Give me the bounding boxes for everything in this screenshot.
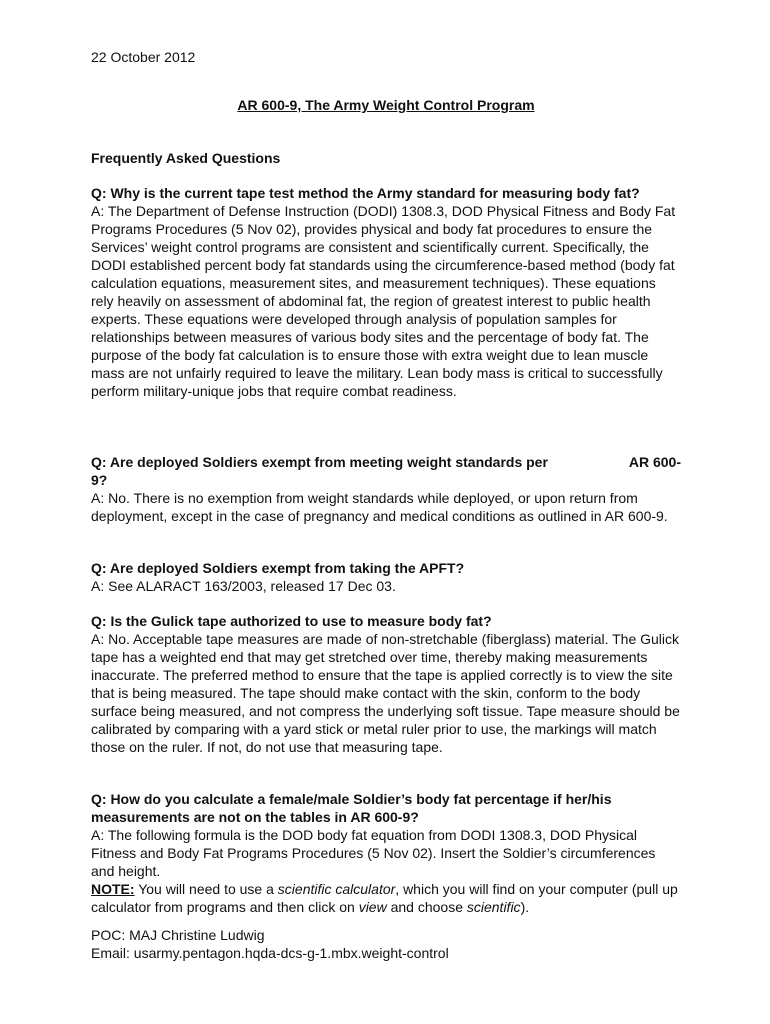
faq-question-text: Q: Are deployed Soldiers exempt from meeting weight standards per — [91, 454, 548, 470]
faq-answer: A: The following formula is the DOD body fat equation from DODI 1308.3, DOD Physical Fitness and Body Fat Programs Procedures (5 Nov 02). Insert the Soldier’s circumferences and height. — [91, 827, 656, 879]
email-line: Email: usarmy.pentagon.hqda-dcs-g-1.mbx.weight-control — [91, 945, 449, 961]
faq-note — [91, 880, 681, 916]
note-text: , which you will find on your computer (pull up calculator from programs and then click on — [91, 881, 678, 915]
faq-item-tape-test — [91, 184, 681, 400]
faq-item-gulick-tape — [91, 612, 681, 756]
contact-block — [91, 926, 449, 962]
document-date: 22 October 2012 — [91, 49, 196, 65]
note-text: ). — [520, 899, 530, 915]
faq-answer: A: The Department of Defense Instruction (DODI) 1308.3, DOD Physical Fitness and Body Fat Programs Procedures (5 Nov 02), provides physical and body fat procedures to ensure the Services’ weight control programs are consistent and scientifically current. Specifically, the DODI established percent body fat standards using the circumference-based method (body fat calculation equations, measurement sites, and measurement techniques). These equations rely heavily on assessment of abdominal fat, the region of greatest interest to public health experts. These equations were developed through analysis of population samples for relationships between measures of various body sites and the percentage of body fat. The purpose of the body fat calculation is to ensure those with extra weight due to lean muscle mass are not unfairly required to leave the military. Lean body mass is critical to successfully perform military-unique jobs that require combat readiness. — [91, 203, 676, 399]
faq-question — [91, 453, 681, 489]
faq-answer: A: No. Acceptable tape measures are made of non-stretchable (fiberglass) material. The Gulick tape has a weighted end that may get stretched over time, thereby making measurements inaccurate. The preferred method to ensure that the tape is applied correctly is to view the site that is being measured. The tape should make contact with the skin, conform to the body surface being measured, and not compress the underlying soft tissue. Tape measure should be calibrated by comparing with a yard stick or metal ruler prior to use, the markings will match those on the ruler. If not, do not use that measuring tape. — [91, 631, 680, 755]
note-text: You will need to use a — [134, 881, 278, 897]
faq-question-tail: AR 600- — [628, 454, 681, 470]
note-label: NOTE: — [91, 881, 135, 897]
faq-item-deployed-weight — [91, 453, 681, 525]
faq-item-body-fat-formula — [91, 790, 681, 916]
faq-question: Q: How do you calculate a female/male Soldier’s body fat percentage if her/his measurements are not on the tables in AR 600-9? — [91, 791, 612, 825]
faq-question-cont: 9? — [91, 472, 108, 488]
poc-line: POC: MAJ Christine Ludwig — [91, 927, 265, 943]
faq-heading: Frequently Asked Questions — [91, 150, 281, 166]
faq-answer: A: No. There is no exemption from weight standards while deployed, or upon return from deployment, except in the case of pregnancy and medical conditions as outlined in AR 600-9. — [91, 490, 668, 524]
note-emphasis: view — [358, 899, 387, 915]
document-title: AR 600-9, The Army Weight Control Program — [237, 97, 535, 113]
note-emphasis: scientific calculator — [277, 881, 396, 897]
note-emphasis: scientific — [466, 899, 521, 915]
faq-question: Q: Is the Gulick tape authorized to use to measure body fat? — [91, 613, 492, 629]
faq-item-deployed-apft — [91, 559, 681, 595]
faq-question: Q: Are deployed Soldiers exempt from taking the APFT? — [91, 560, 465, 576]
faq-question: Q: Why is the current tape test method the Army standard for measuring body fat? — [91, 185, 640, 201]
note-text: and choose — [386, 899, 467, 915]
faq-answer: A: See ALARACT 163/2003, released 17 Dec 03. — [91, 578, 396, 594]
